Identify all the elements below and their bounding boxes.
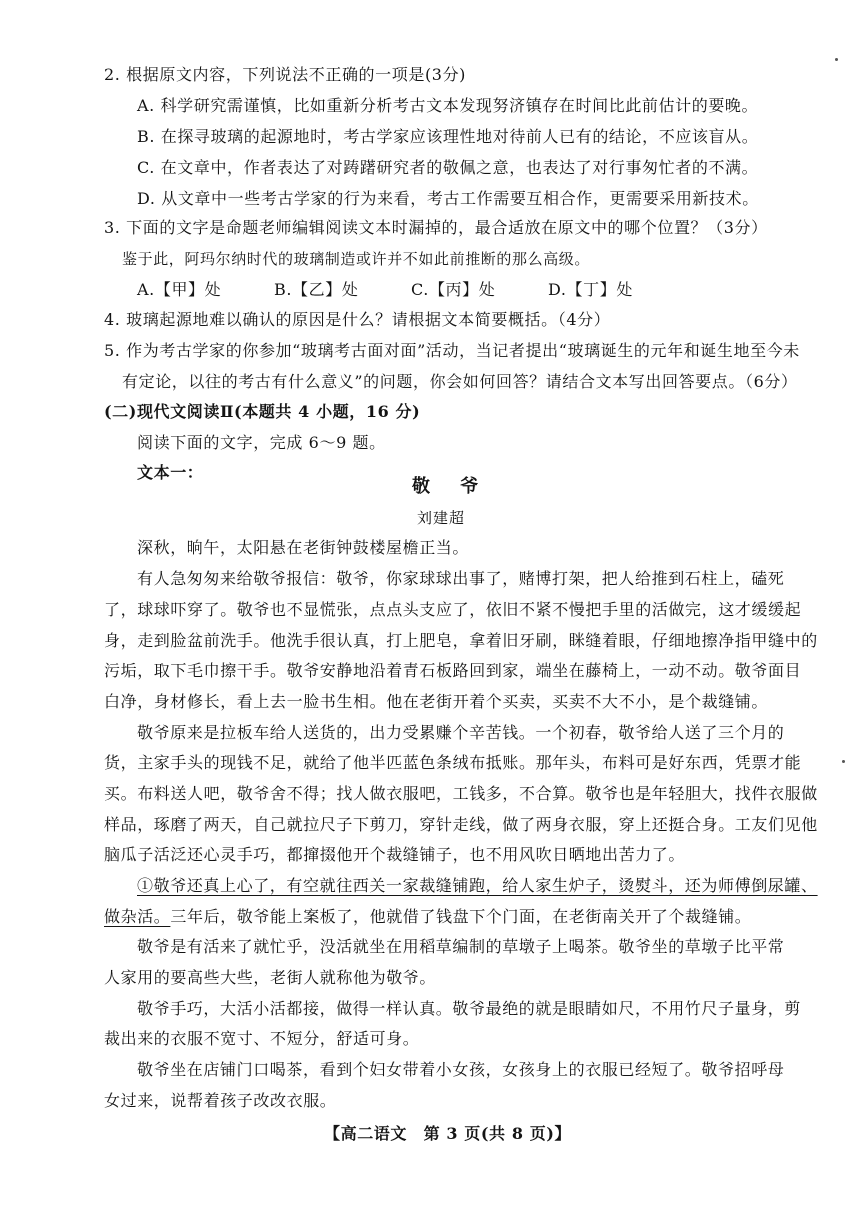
- q2-option-c: C. 在文章中，作者表达了对踌躇研究者的敬佩之意，也表达了对行事匆忙者的不满。: [137, 158, 759, 177]
- q3-stem: 3. 下面的文字是命题老师编辑阅读文本时漏掉的，最合适放在原文中的哪个位置？（3分）: [104, 218, 768, 237]
- story-p7-line: 女过来，说帮着孩子改改衣服。: [104, 1091, 337, 1110]
- scan-speck: [842, 760, 845, 763]
- q3-option-a: A.【甲】处: [137, 280, 222, 299]
- q4-stem: 4. 玻璃起源地难以确认的原因是什么？请根据文本简要概括。（4分）: [104, 310, 611, 329]
- q2-option-a: A. 科学研究需谨慎，比如重新分析考古文本发现努济镇存在时间比此前估计的要晚。: [137, 96, 759, 115]
- story-p3-line: 脑瓜子活泛还心灵手巧，都撺掇他开个裁缝铺子，也不用风吹日晒地出苦力了。: [104, 845, 686, 864]
- story-p5-line: 人家用的要高些大些，老街人就称他为敬爷。: [104, 968, 437, 987]
- story-p2-line: 白净，身材修长，看上去一脸书生相。他在老街开着个买卖，买卖不大不小，是个裁缝铺。: [104, 692, 769, 711]
- story-p7-line: 敬爷坐在店铺门口喝茶，看到个妇女带着小女孩，女孩身上的衣服已经短了。敬爷招呼母: [137, 1060, 785, 1079]
- q5-line-1: 5. 作为考古学家的你参加“玻璃考古面对面”活动，当记者提出“玻璃诞生的元年和诞生地至今未: [104, 341, 800, 360]
- story-p3-line: 货，主家手头的现钱不足，就给了他半匹蓝色条绒布抵账。那年头，布料可是好东西，凭票才能: [104, 753, 802, 772]
- story-p3-line: 敬爷原来是拉板车给人送货的，出力受累赚个辛苦钱。一个初春，敬爷给人送了三个月的: [137, 723, 785, 742]
- story-title: 敬 爷: [412, 476, 491, 497]
- q3-option-d: D.【丁】处: [548, 280, 633, 299]
- q3-options: [137, 279, 633, 301]
- story-author: 刘建超: [417, 509, 466, 527]
- q3-option-b: B.【乙】处: [274, 280, 359, 299]
- story-p6-line: 敬爷手巧，大活小活都接，做得一样认真。敬爷最绝的就是眼睛如尺，不用竹尺子量身，剪: [137, 999, 802, 1018]
- q2-option-d: D. 从文章中一些考古学家的行为来看，考古工作需要互相合作，更需要采用新技术。: [137, 189, 759, 208]
- story-p4-underlined-end: 做杂活。: [104, 907, 171, 926]
- story-p4-rest: 三年后，敬爷能上案板了，他就借了钱盘下个门面，在老街南关开了个裁缝铺。: [170, 907, 752, 926]
- section-heading: (二)现代文阅读Ⅱ(本题共 4 小题，16 分): [104, 402, 421, 421]
- text-label: 文本一：: [137, 463, 204, 482]
- story-p2-line: 身，走到脸盆前洗手。他洗手很认真，打上肥皂，拿着旧牙刷，眯缝着眼，仔细地擦净指甲缝中的: [104, 631, 818, 650]
- story-p2-line: 了，球球吓穿了。敬爷也不显慌张，点点头支应了，依旧不紧不慢把手里的活做完，这才缓缓起: [104, 600, 802, 619]
- story-p6-line: 裁出来的衣服不宽寸、不短分，舒适可身。: [104, 1029, 420, 1048]
- page-footer: 【高二语文 第 3 页(共 8 页)】: [324, 1124, 572, 1143]
- story-p3-line: 样品，琢磨了两天，自己就拉尺子下剪刀，穿针走线，做了两身衣服，穿上还挺合身。工友们见他: [104, 815, 818, 834]
- story-p2-line: 有人急匆匆来给敬爷报信：敬爷，你家球球出事了，赌博打架，把人给推到石柱上，磕死: [137, 569, 785, 588]
- story-p4-underlined: ①敬爷还真上心了，有空就往西关一家裁缝铺跑，给人家生炉子，烫熨斗，还为师傅倒尿罐、: [137, 876, 818, 895]
- q3-option-c: C.【丙】处: [411, 280, 496, 299]
- story-p2-line: 污垢，取下毛巾擦干手。敬爷安静地沿着青石板路回到家，端坐在藤椅上，一动不动。敬爷面目: [104, 661, 802, 680]
- story-p3-line: 买。布料送人吧，敬爷舍不得；找人做衣服吧，工钱多，不合算。敬爷也是年轻胆大，找件衣服做: [104, 784, 818, 803]
- q2-option-b: B. 在探寻玻璃的起源地时，考古学家应该理性地对待前人已有的结论，不应该盲从。: [137, 127, 759, 146]
- story-p5-line: 敬爷是有活来了就忙乎，没活就坐在用稻草编制的草墩子上喝茶。敬爷坐的草墩子比平常: [137, 937, 785, 956]
- q2-stem: 2. 根据原文内容，下列说法不正确的一项是(3分): [104, 65, 467, 84]
- scan-speck: [835, 58, 838, 61]
- section-instruction: 阅读下面的文字，完成 6～9 题。: [137, 433, 386, 452]
- q3-quote: 鉴于此，阿玛尔纳时代的玻璃制造或许并不如此前推断的那么高级。: [122, 250, 591, 268]
- story-p4-line: [104, 906, 751, 928]
- story-p1: 深秋，晌午，太阳悬在老街钟鼓楼屋檐正当。: [137, 538, 470, 557]
- q5-line-2: 有定论，以往的考古有什么意义”的问题，你会如何回答？请结合文本写出回答要点。（6分）: [122, 372, 798, 391]
